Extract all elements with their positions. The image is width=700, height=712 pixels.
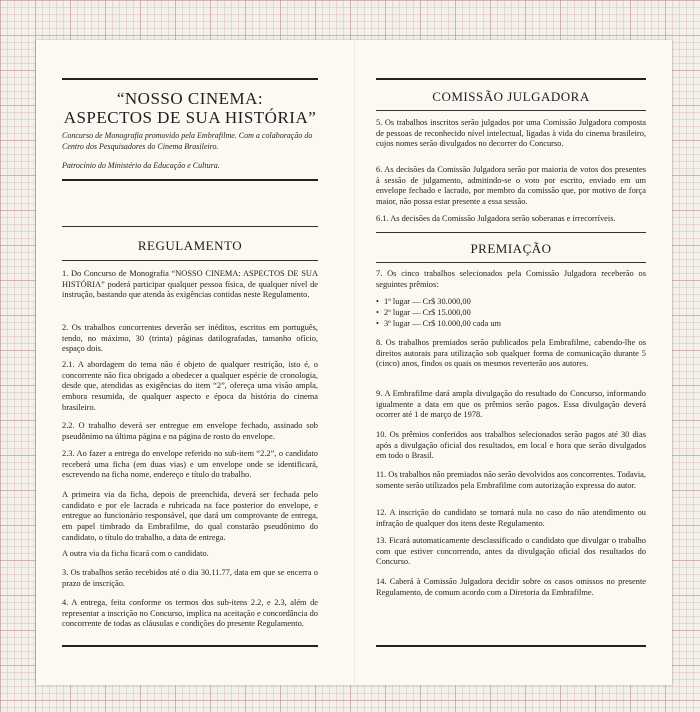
- leaflet-title: [62, 89, 318, 127]
- title-top-rule: [62, 78, 318, 80]
- comissao-heading: COMISSÃO JULGADORA: [432, 89, 590, 104]
- title-line-1: “NOSSO CINEMA:: [116, 89, 264, 108]
- regulamento-top-rule: [62, 226, 318, 227]
- rule-item-7: 7. Os cinco trabalhos selecionados pela Comissão Julgadora receberão os seguintes prêmios:: [376, 269, 646, 289]
- left-bottom-rule: [62, 645, 318, 647]
- regulamento-heading: REGULAMENTO: [137, 238, 243, 253]
- rule-item-11: 11. Os trabalhos não premiados não serão devolvidos aos concorrentes. Todavia, somente serão utilizados pela Embrafilme com autorização expressa do autor.: [376, 470, 646, 490]
- comissao-top-rule: [376, 78, 646, 80]
- right-column: [376, 40, 646, 685]
- rule-item-ficha: A primeira via da ficha, depois de preenchida, deverá ser fechada pelo candidato e por ele lacrada e rubricada na face posterior do envelope, e entregue ao funcionário responsável, que dará um comprovante de entrega, em papel timbrado da Embrafilme, do qual constarão pseudônimo do candidato, o título do trabalho, a data de entrega.: [62, 490, 318, 542]
- premiacao-heading: PREMIAÇÃO: [470, 241, 552, 256]
- rule-item-9: 9. A Embrafilme dará ampla divulgação do resultado do Concurso, informando igualmente a data em que os prêmios serão pagos. Essa divulgação deverá ocorrer até 1 de março de 1978.: [376, 389, 646, 420]
- rule-item-3: 3. Os trabalhos serão recebidos até o dia 30.11.77, data em que se encerra o prazo de inscrição.: [62, 568, 318, 588]
- prize-second: • 2º lugar — Cr$ 15.000,00: [376, 307, 646, 318]
- comissao-bottom-rule: [376, 110, 646, 111]
- rule-item-outra-via: A outra via da ficha ficará com o candidato.: [62, 549, 209, 558]
- rule-item-10: 10. Os prêmios conferidos aos trabalhos selecionados serão pagos até 30 dias após a divulgação oficial dos resultados, em local e hora que serão divulgados em todo o Brasil.: [376, 430, 646, 461]
- rule-item-6: 6. As decisões da Comissão Julgadora serão por maioria de votos dos presentes à sessão de julgamento, admitindo-se o voto por escrito, enviado em um envelope fechado e lacrado, por membro da comissão que, por motivo de força maior, não possa estar presente a essa sessão.: [376, 165, 646, 207]
- rule-item-5: 5. Os trabalhos inscritos serão julgados por uma Comissão Julgadora composta de pessoas de reconhecido nível intelectual, ligadas à vida do cinema brasileiro, cujos nomes serão divulgados no decorrer do Concurso.: [376, 118, 646, 149]
- left-column: [62, 40, 318, 685]
- sponsor-text: Patrocínio do Ministério da Educação e Cultura.: [62, 161, 220, 170]
- rule-item-6-1: 6.1. As decisões da Comissão Julgadora serão soberanas e irrecorríveis.: [376, 214, 616, 223]
- title-line-2: ASPECTOS DE SUA HISTÓRIA”: [63, 108, 317, 127]
- fold-line: [354, 40, 355, 685]
- rule-item-2-2: 2.2. O trabalho deverá ser entregue em envelope fechado, assinado sob pseudônimo na última página e na página de rosto do envelope.: [62, 421, 318, 441]
- intro-text: Concurso de Monografia promovido pela Embrafilme. Com a colaboração do Centro dos Pesquisadores do Cinema Brasileiro.: [62, 131, 313, 151]
- prize-list: [376, 296, 646, 329]
- rule-item-1: 1. Do Concurso de Monografia “NOSSO CINEMA: ASPECTOS DE SUA HISTÓRIA” poderá participar qualquer pessoa física, de qualquer nível de instrução, bastando que atenda às exigências contidas neste Regulamento.: [62, 269, 318, 300]
- prize-third: • 3º lugar — Cr$ 10.000,00 cada um: [376, 318, 646, 329]
- rule-item-14: 14. Caberá à Comissão Julgadora decidir sobre os casos omissos no presente Regulamento, de comum acordo com a Diretoria da Embrafilme.: [376, 577, 646, 597]
- premiacao-top-rule: [376, 232, 646, 233]
- right-bottom-rule: [376, 645, 646, 647]
- rule-item-2-3: 2.3. Ao fazer a entrega do envelope referido no sub-item “2.2”, o candidato receberá uma ficha (em duas vias) e um envelope onde se identificará, escrevendo na ficha nome, endereço e título do trabalho.: [62, 449, 318, 480]
- rule-item-2: 2. Os trabalhos concorrentes deverão ser inéditos, escritos em português, tendo, no máximo, 30 (trinta) páginas datilografadas, tamanho ofício, espaço dois.: [62, 323, 318, 354]
- rule-item-4: 4. A entrega, feita conforme os termos dos sub-itens 2.2, e 2.3, além de representar a inscrição no Concurso, implica na aceitação e concordância do concorrente de todas as cláusulas e condições do presente Regulamento.: [62, 598, 318, 629]
- folded-leaflet: [36, 40, 672, 685]
- premiacao-bottom-rule: [376, 262, 646, 263]
- rule-item-13: 13. Ficará automaticamente desclassificado o candidato que divulgar o trabalho com que estiver concorrendo, antes da divulgação oficial dos resultados do Concurso.: [376, 536, 646, 567]
- rule-item-2-1: 2.1. A abordagem do tema não é objeto de qualquer restrição, isto é, o concorrente não fica obrigado a obedecer a qualquer espécie de cronologia, desde que, atendidas as exigências do item “2”, ofereça uma visão ampla, embora resumida, de qualquer aspecto e época da história do cinema brasileiro.: [62, 360, 318, 412]
- prize-first: • 1º lugar — Cr$ 30.000,00: [376, 296, 646, 307]
- regulamento-bottom-rule: [62, 260, 318, 261]
- rule-item-8: 8. Os trabalhos premiados serão publicados pela Embrafilme, cabendo-lhe os direitos autorais para utilização sob qualquer forma de comunicação durante 5 (cinco) anos, findos os quais os mesmos reverterão aos autores.: [376, 338, 646, 369]
- rule-item-12: 12. A inscrição do candidato se tornará nula no caso do não atendimento ou infração de qualquer dos itens deste Regulamento.: [376, 508, 646, 528]
- title-bottom-rule: [62, 179, 318, 181]
